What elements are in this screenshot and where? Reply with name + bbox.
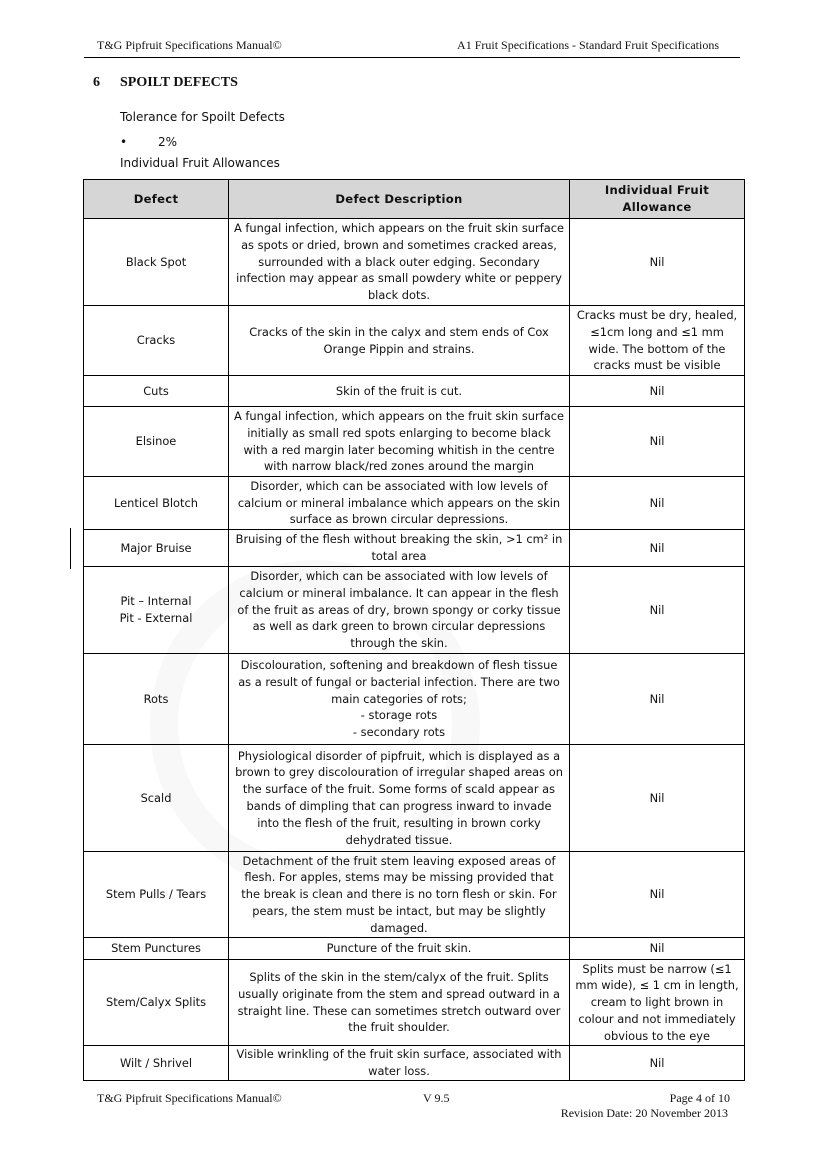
description-cell: Bruising of the flesh without breaking the skin, >1 cm² in total area [229,530,570,567]
header-left: T&G Pipfruit Specifications Manual© [97,38,282,52]
header-allowance: Individual Fruit Allowance [570,180,745,219]
allowance-cell: Nil [570,407,745,477]
allowance-cell: Nil [570,745,745,852]
allowance-cell: Splits must be narrow (≤1 mm wide), ≤ 1 cm in length, cream to light brown in colour and not immediately obvious to the eye [570,960,745,1046]
section-title-text: SPOILT DEFECTS [120,75,238,90]
description-cell: Disorder, which can be associated with low levels of calcium or mineral imbalance which appears on the skin surface as brown circular depressions. [229,477,570,530]
allowance-cell: Nil [570,654,745,745]
table-row [84,567,745,654]
defect-cell: Major Bruise [84,530,229,567]
header-right: A1 Fruit Specifications - Standard Fruit Specifications [457,38,719,52]
table-row [84,852,745,938]
tolerance-bullet [120,135,177,149]
table-row [84,745,745,852]
table-row [84,530,745,567]
table-row [84,938,745,960]
description-cell: A fungal infection, which appears on the fruit skin surface as spots or dried, brown and sometimes cracked areas, surrounded with a black outer edging. Secondary infection may appear as small powdery white or peppery black dots. [229,219,570,306]
allowance-cell: Nil [570,477,745,530]
footer-page: Page 4 of 10 [669,1091,730,1105]
tolerance-heading: Tolerance for Spoilt Defects [120,110,285,124]
defect-cell: Stem Pulls / Tears [84,852,229,938]
section-number: 6 [93,75,100,90]
table-row [84,376,745,407]
allowance-cell: Nil [570,530,745,567]
description-cell: Physiological disorder of pipfruit, which is displayed as a brown to grey discolouration of irregular shaped areas on the surface of the fruit. Some forms of scald appear as bands of dimpling that can progress inward to invade into the flesh of the fruit, resulting in brown corky dehydrated tissue. [229,745,570,852]
table-row [84,306,745,376]
table-row [84,219,745,306]
defect-cell: Cuts [84,376,229,407]
description-cell: Cracks of the skin in the calyx and stem ends of Cox Orange Pippin and strains. [229,306,570,376]
table-row [84,960,745,1046]
bullet-marker: • [120,135,128,149]
defect-cell: Rots [84,654,229,745]
description-cell: Skin of the fruit is cut. [229,376,570,407]
description-cell: A fungal infection, which appears on the fruit skin surface initially as small red spots enlarging to become black with a red margin later becoming whitish in the centre with narrow black/red zones around the margin [229,407,570,477]
header-defect: Defect [84,180,229,219]
description-cell: Detachment of the fruit stem leaving exposed areas of flesh. For apples, stems may be missing provided that the break is clean and there is no torn flesh or skin. For pears, the stem must be intact, but may be slightly damaged. [229,852,570,938]
defect-cell: Wilt / Shrivel [84,1046,229,1081]
spoilt-defects-table [83,179,745,1081]
defect-cell: Lenticel Blotch [84,477,229,530]
section-title [93,75,238,91]
allowance-cell: Nil [570,219,745,306]
header-rule [84,57,740,58]
defect-cell: Black Spot [84,219,229,306]
description-cell: Splits of the skin in the stem/calyx of the fruit. Splits usually originate from the stem and spread outward in a straight line. These can sometimes stretch outward over the fruit shoulder. [229,960,570,1046]
defect-cell: Stem/Calyx Splits [84,960,229,1046]
footer-left: T&G Pipfruit Specifications Manual© [97,1091,282,1105]
defect-cell: Scald [84,745,229,852]
description-cell: Visible wrinkling of the fruit skin surface, associated with water loss. [229,1046,570,1081]
allowance-cell: Nil [570,567,745,654]
change-bar [70,528,71,569]
description-cell: Discolouration, softening and breakdown of flesh tissue as a result of fungal or bacterial infection. There are two main categories of rots; - storage rots - secondary rots [229,654,570,745]
allowances-heading: Individual Fruit Allowances [120,156,280,170]
allowance-cell: Nil [570,376,745,407]
allowance-cell: Nil [570,1046,745,1081]
defect-cell: Cracks [84,306,229,376]
defect-cell: Elsinoe [84,407,229,477]
description-cell: Disorder, which can be associated with low levels of calcium or mineral imbalance. It can appear in the flesh of the fruit as areas of dry, brown spongy or corky tissue as well as dark green to brown circular depressions through the skin. [229,567,570,654]
table-row [84,654,745,745]
allowance-cell: Nil [570,938,745,960]
table-header-row [84,180,745,219]
description-cell: Puncture of the fruit skin. [229,938,570,960]
footer-version: V 9.5 [423,1091,450,1105]
header-description: Defect Description [229,180,570,219]
defect-cell: Stem Punctures [84,938,229,960]
table-row [84,477,745,530]
bullet-value: 2% [158,135,178,149]
table-row [84,1046,745,1081]
allowance-cell: Cracks must be dry, healed, ≤1cm long and ≤1 mm wide. The bottom of the cracks must be visible [570,306,745,376]
allowance-cell: Nil [570,852,745,938]
defect-cell: Pit – Internal Pit - External [84,567,229,654]
table-row [84,407,745,477]
footer-revision: Revision Date: 20 November 2013 [560,1106,728,1120]
